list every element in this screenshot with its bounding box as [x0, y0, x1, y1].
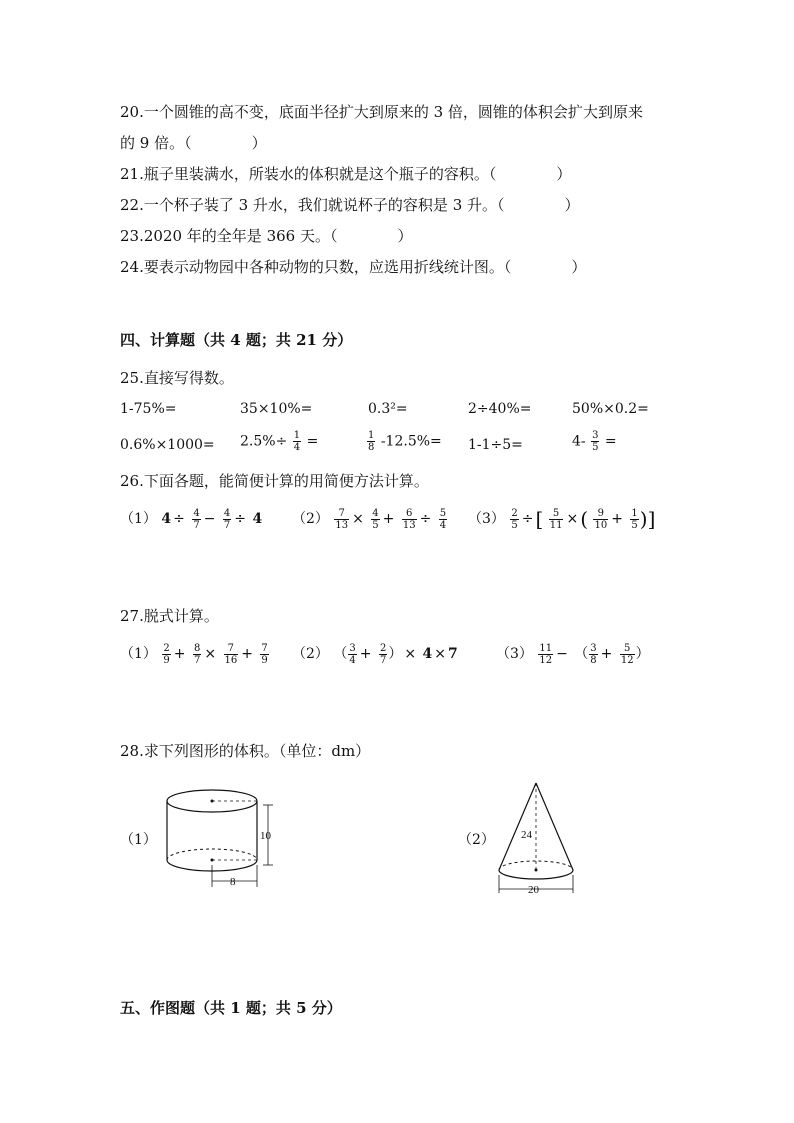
- q28-title: 28.求下列图形的体积。（单位：dm）: [120, 742, 371, 760]
- cone-figure: [490, 775, 590, 900]
- section4-title: 四、计算题（共 4 题；共 21 分）: [120, 331, 353, 349]
- q25-item-2: 35×10%=: [240, 401, 313, 417]
- q22: 22.一个杯子装了 3 升水，我们就说杯子的容积是 3 升。（ ）: [120, 196, 580, 214]
- q26-problem-3: （3） $\frac{2}{5}$ ÷ [ $\frac{5}{11}$ × ( $\frac{9}{10}$ + $\frac{1}{5}$ )]: [468, 507, 656, 531]
- cylinder-height-label: 10: [260, 830, 271, 842]
- q25-item-7: 2.5%÷ $\frac{1}{4}$ =: [240, 430, 319, 453]
- cylinder-radius-label: 8: [230, 876, 236, 888]
- q26-problem-2: （2） $\frac{7}{13}$ × $\frac{4}{5}$ + $\frac{6}{13}$ ÷ $\frac{5}{4}$: [292, 507, 447, 531]
- cone-diameter-label: 20: [528, 884, 539, 896]
- q26-title: 26.下面各题，能简便计算的用简便方法计算。: [120, 472, 429, 490]
- q28-fig2-label: （2）: [458, 832, 495, 848]
- cylinder-figure: [160, 785, 290, 895]
- q20-line1: 20.一个圆锥的高不变，底面半径扩大到原来的 3 倍，圆锥的体积会扩大到原来: [120, 103, 643, 121]
- q25-item-5: 50%×0.2=: [572, 401, 649, 417]
- q25-item-10: 4- $\frac{3}{5}$ =: [572, 430, 617, 453]
- q26-problem-1: （1） 4 ÷ $\frac{4}{7}$ − $\frac{4}{7}$ ÷ 4: [120, 507, 263, 531]
- fraction: $\frac{3}{5}$: [592, 430, 599, 453]
- q25-item-4: 2÷40%=: [468, 401, 532, 417]
- q21: 21.瓶子里装满水，所装水的体积就是这个瓶子的容积。（ ）: [120, 165, 572, 183]
- q24: 24.要表示动物园中各种动物的只数，应选用折线统计图。（ ）: [120, 258, 587, 276]
- q25-item-8: $\frac{1}{8}$ -12.5%=: [368, 430, 442, 453]
- q25-item-3: 0.3²=: [368, 401, 408, 417]
- fraction: $\frac{1}{4}$: [293, 430, 301, 453]
- q28-fig1-label: （1）: [120, 832, 157, 848]
- section5-title: 五、作图题（共 1 题；共 5 分）: [120, 999, 342, 1017]
- q25-item-6: 0.6%×1000=: [120, 437, 215, 453]
- q20-line2: 的 9 倍。（ ）: [120, 134, 267, 152]
- cone-height-label: 24: [521, 829, 532, 841]
- q25-item-9: 1-1÷5=: [468, 437, 523, 453]
- q25-title: 25.直接写得数。: [120, 369, 234, 387]
- q27-title: 27.脱式计算。: [120, 607, 219, 625]
- q27-problem-3: （3） $\frac{11}{12}$ − （ $\frac{3}{8}$ + $\frac{5}{12}$ ）: [496, 642, 650, 666]
- q23: 23.2020 年的全年是 366 天。（ ）: [120, 227, 413, 245]
- q27-problem-1: （1） $\frac{2}{9}$ + $\frac{8}{7}$ × $\frac{7}{16}$ + $\frac{7}{9}$: [120, 642, 268, 666]
- q25-item-1: 1-75%=: [120, 401, 177, 417]
- q27-problem-2: （2） （ $\frac{3}{4}$ + $\frac{2}{7}$ ） × 4 × 7: [292, 642, 458, 666]
- fraction: $\frac{1}{8}$: [368, 430, 375, 453]
